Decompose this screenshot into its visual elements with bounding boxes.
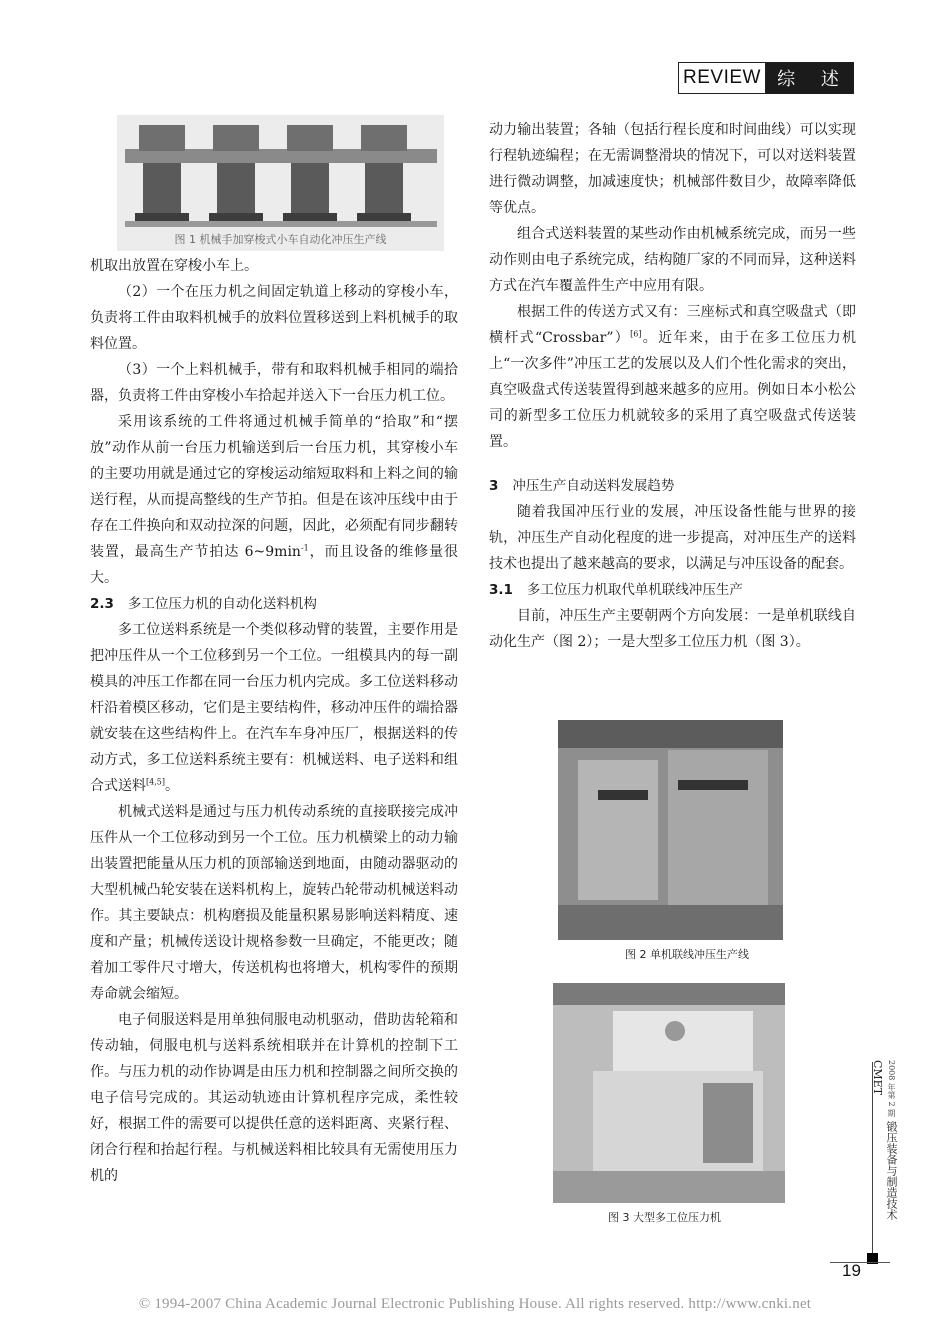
figure-1 [117,115,444,251]
paragraph-text: 多工位送料系统是一个类似移动臂的装置，主要作用是把冲压件从一个工位移到另一个工位。一组模具内的每一副模具的冲压工作都在同一台压力机内完成。多工位送料移动杆沿着模区移动，它们是主要结构件，移动冲压件的端拾器就安装在这些结构件上。在汽车车身冲压厂，根据送料的传动方式，多工位送料系统主要有：机械送料、电子送料和组合式送料 [90,622,458,794]
paragraph: 动力输出装置；各轴（包括行程长度和时间曲线）可以实现行程轨迹编程；在无需调整滑块的情况下，可以对送料装置进行微动调整，加减速度快；机械部件数目少，故障率降低等优点。 [489,122,856,216]
citation: [6] [630,329,642,339]
section-number: 2.3 [90,596,114,612]
left-column [90,253,458,1189]
section-number: 3.1 [489,582,513,598]
paragraph [489,299,856,455]
paragraph [90,409,458,591]
review-label: REVIEW [678,62,766,94]
paragraph-text: 。近年来，由于在多工位压力机上“一次多件”冲压工艺的发展以及人们个性化需求的突出，真空吸盘式传送装置得到越来越多的应用。例如日本小松公司的新型多工位压力机就较多的采用了真空吸盘式传送装置。 [489,330,856,450]
right-column [489,117,856,655]
section-title: 冲压生产自动送料发展趋势 [512,478,675,494]
section-title: 多工位压力机的自动化送料机构 [127,596,317,612]
journal-sidebar [868,1060,898,1250]
section-header [678,62,854,94]
section-title: 多工位压力机取代单机联线冲压生产 [526,582,743,598]
section-heading [489,577,856,603]
paragraph: 目前，冲压生产主要朝两个方向发展：一是单机联线自动化生产（图 2）；一是大型多工位压力机（图 3）。 [489,608,856,650]
section-number: 3 [489,478,499,494]
citation: [4,5] [146,777,165,787]
paragraph-text: 采用该系统的工件将通过机械手简单的“拾取”和“摆放”动作从前一台压力机输送到后一台压力机，其穿梭小车的主要功用就是通过它的穿梭运动缩短取料和上料之间的输送行程，从而提高整线的生产节拍。但是在该冲压线中由于存在工件换向和双动拉深的问题，因此，必须配有同步翻转装置，最高生产节拍达 6~9min [90,414,458,560]
section-heading [489,473,856,499]
figure-2-image [558,720,783,940]
paragraph-text: 根据工件的传送方式又有：三座标式和真空吸盘式（即横杆式“Crossbar”） [489,304,856,346]
exponent: -1 [300,543,309,553]
figure-3-image [553,983,785,1203]
paragraph-text: ，而且设备的维修量很大。 [90,544,459,586]
figure-2 [558,720,783,940]
figure-2-caption: 图 2 单机联线冲压生产线 [625,948,749,961]
paragraph: （3）一个上料机械手，带有和取料机械手相同的端拾器，负责将工件由穿梭小车拾起并送入下一台压力机工位。 [90,362,458,404]
paragraph-text: 。 [164,778,179,794]
paragraph: 机取出放置在穿梭小车上。 [90,258,258,274]
paragraph [90,617,458,799]
section-label: 综 述 [766,62,854,94]
paragraph: 组合式送料装置的某些动作由机械系统完成，而另一些动作则由电子系统完成，结构随厂家的不同而异，这种送料方式在汽车覆盖件生产中应用有限。 [489,226,856,294]
page-number: 19 [842,1261,861,1280]
copyright-footer: © 1994-2007 China Academic Journal Electronic Publishing House. All rights reserved. http://www.cnki.net [138,1296,812,1312]
paragraph: 电子伺服送料是用单独伺服电动机驱动，借助齿轮箱和传动轴，伺服电机与送料系统相联并在计算机的控制下工作。与压力机的动作协调是由压力机和控制器之间所交换的电子信号完成的。其运动轨迹由计算机程序完成，柔性较好，根据工件的需要可以提供任意的送料距离、夹紧行程、闭合行程和抬起行程。与机械送料相比较具有无需使用压力机的 [90,1012,458,1184]
figure-1-caption: 图 1 机械手加穿梭式小车自动化冲压生产线 [174,233,387,246]
figure-3-caption: 图 3 大型多工位压力机 [608,1211,721,1224]
paragraph: 随着我国冲压行业的发展，冲压设备性能与世界的接轨，冲压生产自动化程度的进一步提高，对冲压生产的送料技术也提出了越来越高的要求，以满足与冲压设备的配套。 [489,504,856,572]
paragraph: （2）一个在压力机之间固定轨道上移动的穿梭小车，负责将工件由取料机械手的放料位置移送到上料机械手的取料位置。 [90,284,458,352]
paragraph: 机械式送料是通过与压力机传动系统的直接联接完成冲压件从一个工位移动到另一个工位。压力机横梁上的动力输出装置把能量从压力机的顶部输送到地面，由随动器驱动的大型机械凸轮安装在送料机构上，旋转凸轮带动机械送料动作。其主要缺点：机构磨损及能量积累易影响送料精度、速度和产量；机械传送设计规格参数一旦确定，不能更改；随着加工零件尺寸增大，传送机构也将增大，机构零件的预期寿命就会缩短。 [90,804,458,1002]
issue-label: 2008 年第 2 期 [887,1060,896,1118]
journal-name: 锻压装备与制造技术 CMET [871,1060,898,1220]
section-heading [90,591,458,617]
figure-3 [553,983,785,1203]
